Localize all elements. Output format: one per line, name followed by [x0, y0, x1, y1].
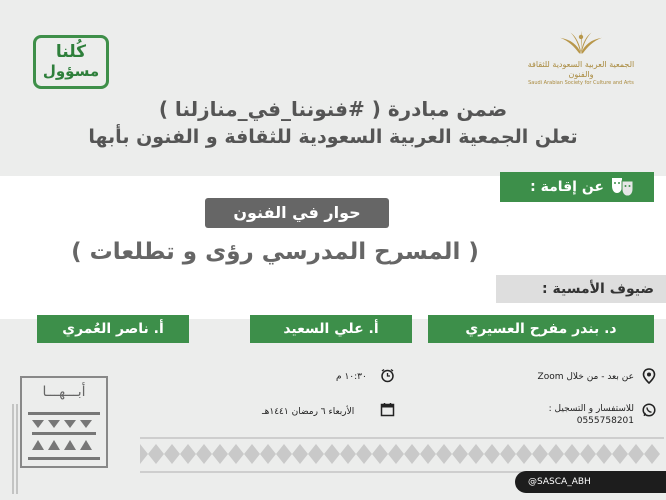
- org-name-ar: الجمعية العربية السعودية للثقافة والفنون: [527, 60, 635, 79]
- campaign-logo: [33, 35, 109, 89]
- contact-label: للاستفسار و التسجيل :: [548, 404, 634, 414]
- contact-phone: 0555758201: [576, 416, 634, 426]
- guest-badge: د. بندر مفرح العسيري: [428, 315, 654, 343]
- guests-header: [496, 275, 666, 303]
- theater-masks-icon: [610, 176, 636, 198]
- guest-badge: أ. علي السعيد: [250, 315, 412, 343]
- calendar-icon: [380, 402, 395, 417]
- social-handle: @SASCA_ABH: [528, 477, 591, 487]
- topic-label: حوار في الفنون: [205, 198, 389, 228]
- palm-leaves-icon: [555, 30, 607, 56]
- alarm-clock-icon: [380, 368, 395, 383]
- event-location: عن بعد - من خلال Zoom: [537, 372, 634, 382]
- branch-logo-text: أبـــهـــا: [42, 384, 86, 400]
- event-subtitle: ( المسرح المدرسي رؤى و تطلعات ): [71, 239, 479, 265]
- abha-branch-logo: [20, 376, 108, 468]
- org-name-en: Saudi Arabian Society for Culture and Arts: [528, 80, 634, 86]
- whatsapp-icon: [642, 403, 656, 417]
- sadu-frame-pattern: [28, 410, 100, 462]
- event-tab-label: عن إقامة :: [530, 179, 604, 195]
- society-logo: [526, 30, 636, 90]
- campaign-logo-line2: مسؤول: [42, 62, 100, 80]
- event-date: الأربعاء ٦ رمضان ١٤٤١هـ: [262, 407, 355, 417]
- campaign-logo-line1: كُلنا: [55, 42, 87, 62]
- initiative-title: ضمن مبادرة ( #فنوننا_في_منازلنا ): [158, 97, 508, 121]
- announcement-title: تعلن الجمعية العربية السعودية للثقافة و الفنون بأبها: [88, 126, 578, 148]
- event-tab: [500, 172, 654, 202]
- event-time: ١٠:٣٠ م: [336, 372, 367, 382]
- guest-badge: أ. ناصر العُمري: [37, 315, 189, 343]
- location-pin-icon: [642, 368, 656, 384]
- social-handle-strip[interactable]: [515, 471, 666, 493]
- left-border-lines: [12, 404, 18, 494]
- guests-label: ضيوف الأمسية :: [542, 281, 654, 297]
